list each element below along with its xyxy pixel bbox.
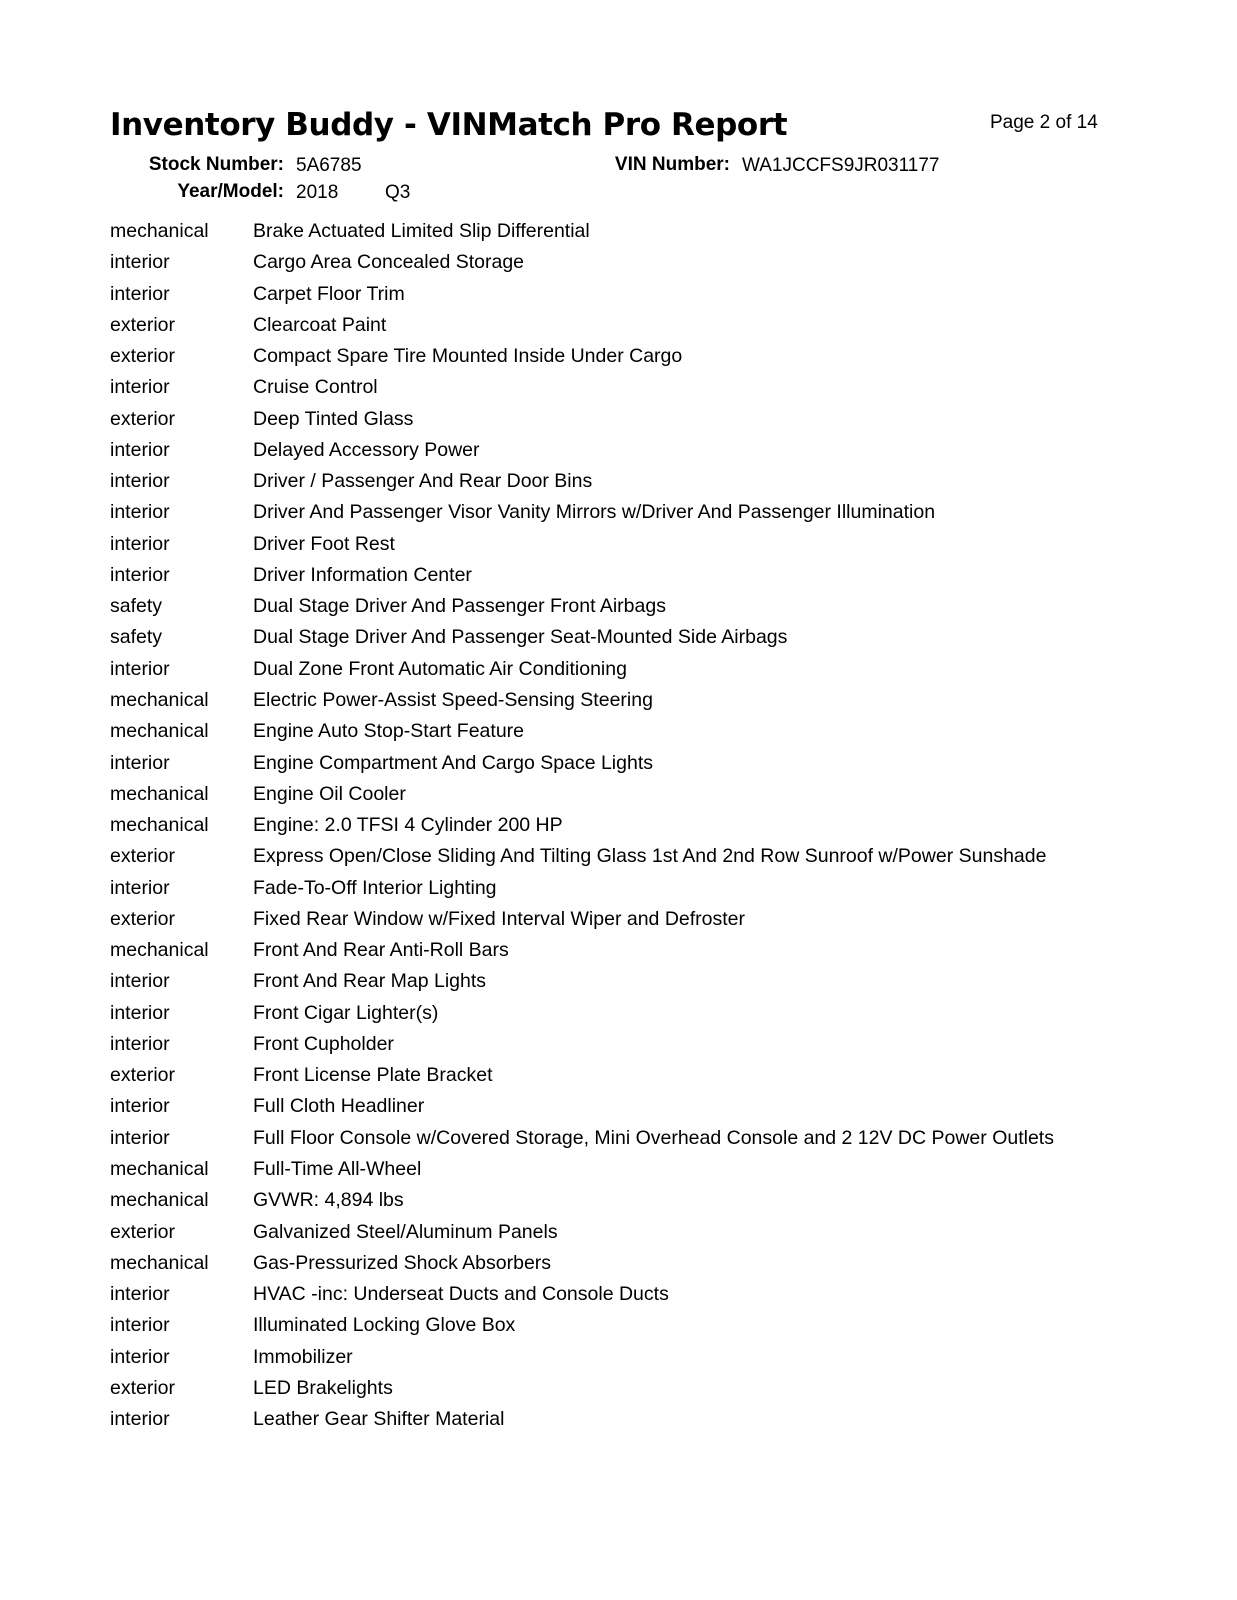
feature-category: interior [110,563,170,586]
feature-description: Front And Rear Map Lights [253,970,487,993]
feature-category: interior [110,1408,170,1431]
feature-row [110,372,1110,403]
feature-category: mechanical [110,720,209,743]
feature-category: interior [110,1314,170,1337]
vin-number-label: VIN Number: [614,154,730,175]
feature-category: mechanical [110,220,209,242]
vin-number-value: WA1JCCFS9JR031177 [742,155,940,176]
feature-category: mechanical [110,814,209,837]
feature-row [110,529,1110,560]
feature-category: safety [110,626,163,649]
feature-row [110,935,1110,966]
feature-row [110,966,1110,997]
feature-description: Dual Stage Driver And Passenger Seat-Mounted Side Airbags [253,626,788,649]
feature-category: interior [110,1095,170,1118]
feature-description: Driver / Passenger And Rear Door Bins [253,470,593,493]
feature-list [110,216,1110,1435]
feature-row [110,841,1110,872]
feature-row [110,1029,1110,1060]
feature-row [110,1310,1110,1341]
feature-category: interior [110,501,170,524]
feature-category: exterior [110,1220,176,1243]
feature-category: mechanical [110,939,209,962]
feature-row [110,654,1110,685]
feature-description: HVAC -inc: Underseat Ducts and Console Ducts [253,1283,669,1306]
feature-row [110,1123,1110,1154]
feature-category: exterior [110,907,176,930]
feature-category: interior [110,1126,170,1149]
feature-description: Fade-To-Off Interior Lighting [253,876,497,899]
feature-row [110,873,1110,904]
feature-category: exterior [110,1064,176,1087]
feature-row [110,310,1110,341]
feature-description: Brake Actuated Limited Slip Differential [253,220,590,242]
model-value: Q3 [385,182,411,203]
feature-row [110,904,1110,935]
feature-category: mechanical [110,782,209,805]
feature-description: Engine Compartment And Cargo Space Lights [253,751,653,774]
year-value: 2018 [296,182,339,203]
feature-description: Front License Plate Bracket [253,1064,493,1087]
feature-category: interior [110,470,170,493]
feature-category: interior [110,970,170,993]
feature-row [110,497,1110,528]
feature-category: interior [110,1345,170,1368]
feature-row [110,341,1110,372]
feature-description: Illuminated Locking Glove Box [253,1314,516,1337]
feature-description: LED Brakelights [253,1376,393,1399]
feature-description: Driver Information Center [253,563,472,586]
feature-description: Full-Time All-Wheel [253,1157,422,1180]
feature-description: Driver Foot Rest [253,532,395,555]
feature-description: Clearcoat Paint [253,313,387,336]
feature-row [110,622,1110,653]
feature-row [110,685,1110,716]
feature-row [110,1373,1110,1404]
feature-description: Deep Tinted Glass [253,407,414,430]
feature-description: Cruise Control [253,376,378,399]
feature-description: Cargo Area Concealed Storage [253,251,525,274]
feature-description: Galvanized Steel/Aluminum Panels [253,1220,558,1243]
feature-row [110,466,1110,497]
page-title: Inventory Buddy - VINMatch Pro Report [110,107,788,143]
feature-row [110,1248,1110,1279]
feature-description: Front And Rear Anti-Roll Bars [253,939,509,962]
feature-category: interior [110,282,170,305]
stock-number-label: Stock Number: [148,154,284,175]
feature-row [110,779,1110,810]
feature-category: interior [110,438,170,461]
feature-row [110,1060,1110,1091]
feature-category: interior [110,1283,170,1306]
feature-category: exterior [110,1376,176,1399]
feature-description: Delayed Accessory Power [253,438,480,461]
feature-description: Driver And Passenger Visor Vanity Mirrors w/Driver And Passenger Illumination [253,501,936,524]
feature-row [110,216,1110,247]
feature-description: Compact Spare Tire Mounted Inside Under Cargo [253,345,683,368]
feature-description: Dual Stage Driver And Passenger Front Airbags [253,595,666,618]
feature-category: interior [110,657,170,680]
feature-row [110,810,1110,841]
feature-category: interior [110,876,170,899]
feature-description: Electric Power-Assist Speed-Sensing Steering [253,688,653,711]
feature-row [110,1185,1110,1216]
feature-row [110,1342,1110,1373]
feature-category: mechanical [110,1251,209,1274]
feature-category: safety [110,595,163,618]
feature-category: mechanical [110,688,209,711]
year-model-label: Year/Model: [177,181,284,202]
feature-description: Immobilizer [253,1345,353,1368]
feature-row [110,1217,1110,1248]
feature-row [110,1154,1110,1185]
feature-row [110,247,1110,278]
feature-category: interior [110,1032,170,1055]
feature-description: Express Open/Close Sliding And Tilting Glass 1st And 2nd Row Sunroof w/Power Sunshade [253,845,1047,868]
feature-category: interior [110,751,170,774]
feature-category: mechanical [110,1189,209,1212]
feature-description: Leather Gear Shifter Material [253,1408,505,1431]
feature-description: Engine Auto Stop-Start Feature [253,720,525,743]
feature-description: Fixed Rear Window w/Fixed Interval Wiper and Defroster [253,907,746,930]
feature-description: GVWR: 4,894 lbs [253,1189,404,1212]
feature-category: interior [110,376,170,399]
feature-description: Engine Oil Cooler [253,782,406,805]
feature-row [110,998,1110,1029]
feature-row [110,560,1110,591]
page-indicator: Page 2 of 14 [990,112,1098,133]
feature-row [110,404,1110,435]
feature-category: exterior [110,407,176,430]
feature-description: Full Floor Console w/Covered Storage, Mini Overhead Console and 2 12V DC Power Outlets [253,1126,1054,1149]
feature-description: Front Cupholder [253,1032,394,1055]
feature-row [110,748,1110,779]
feature-category: exterior [110,313,176,336]
feature-row [110,435,1110,466]
feature-row [110,716,1110,747]
feature-description: Full Cloth Headliner [253,1095,425,1118]
feature-category: mechanical [110,1157,209,1180]
feature-row [110,279,1110,310]
feature-description: Dual Zone Front Automatic Air Conditioning [253,657,627,680]
feature-category: interior [110,532,170,555]
feature-row [110,1091,1110,1122]
feature-category: interior [110,1001,170,1024]
feature-row [110,591,1110,622]
feature-row [110,1404,1110,1435]
stock-number-value: 5A6785 [296,155,362,176]
feature-row [110,1279,1110,1310]
feature-description: Engine: 2.0 TFSI 4 Cylinder 200 HP [253,814,563,837]
feature-category: interior [110,251,170,274]
feature-category: exterior [110,345,176,368]
feature-category: exterior [110,845,176,868]
feature-description: Front Cigar Lighter(s) [253,1001,439,1024]
feature-description: Carpet Floor Trim [253,282,405,305]
feature-description: Gas-Pressurized Shock Absorbers [253,1251,552,1274]
